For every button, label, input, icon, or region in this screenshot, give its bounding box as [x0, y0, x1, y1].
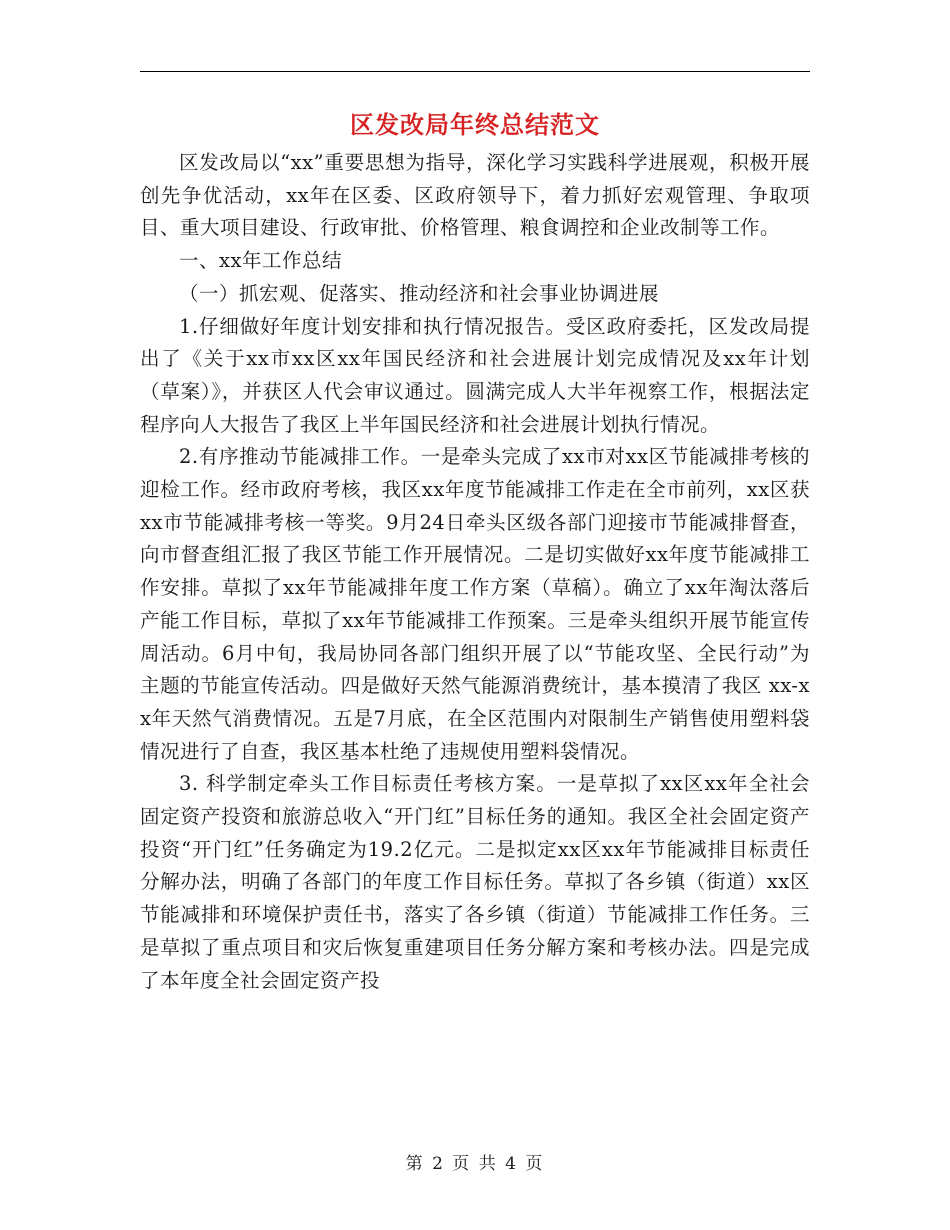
section-heading: 一、xx年工作总结: [179, 249, 342, 273]
subsection-heading: （一）抓宏观、促落实、推动经济和社会事业协调进展: [179, 281, 660, 305]
paragraph-intro: 区发改局以“xx”重要思想为指导，深化学习实践科学进展观，积极开展创先争优活动，xx年在区委、区政府领导下，着力抓好宏观管理、争取项目、重大项目建设、行政审批、价格管理、粮食调控和企业改制等工作。: [140, 151, 810, 240]
header-rule: [140, 71, 810, 72]
paragraph-item-2: 2.有序推动节能减排工作。一是牵头完成了xx市对xx区节能减排考核的迎检工作。经市政府考核，我区xx年度节能减排工作走在全市前列，xx区获xx市节能减排考核一等奖。9月24日牵头区级各部门迎接市节能减排督查，向市督查组汇报了我区节能工作开展情况。二是切实做好xx年度节能减排工作安排。草拟了xx年节能减排年度工作方案（草稿）。确立了xx年淘汰落后产能工作目标，草拟了xx年节能减排工作预案。三是牵头组织开展节能宣传周活动。6月中旬，我局协同各部门组织开展了以“节能攻坚、全民行动”为主题的节能宣传活动。四是做好天然气能源消费统计，基本摸清了我区 xx-xx年天然气消费情况。五是7月底，在全区范围内对限制生产销售使用塑料袋情况进行了自查，我区基本杜绝了违规使用塑料袋情况。: [140, 445, 810, 763]
page-footer: 第 2 页 共 4 页: [405, 1154, 545, 1174]
paragraph-item-1: 1.仔细做好年度计划安排和执行情况报告。受区政府委托，区发改局提出了《关于xx市xx区xx年国民经济和社会进展计划完成情况及xx年计划（草案）》，并获区人代会审议通过。圆满完成人大半年视察工作，根据法定程序向人大报告了我区上半年国民经济和社会进展计划执行情况。: [140, 314, 810, 436]
paragraph-item-3: 3. 科学制定牵头工作目标责任考核方案。一是草拟了xx区xx年全社会固定资产投资和旅游总收入“开门红”目标任务的通知。我区全社会固定资产投资“开门红”任务确定为19.2亿元。二是拟定xx区xx年节能减排目标责任分解办法，明确了各部门的年度工作目标任务。草拟了各乡镇（街道）xx区节能减排和环境保护责任书，落实了各乡镇（街道）节能减排工作任务。三是草拟了重点项目和灾后恢复重建项目任务分解方案和考核办法。四是完成了本年度全社会固定资产投: [140, 772, 810, 992]
document-title: 区发改局年终总结范文: [350, 110, 600, 139]
document-body: [140, 147, 810, 997]
